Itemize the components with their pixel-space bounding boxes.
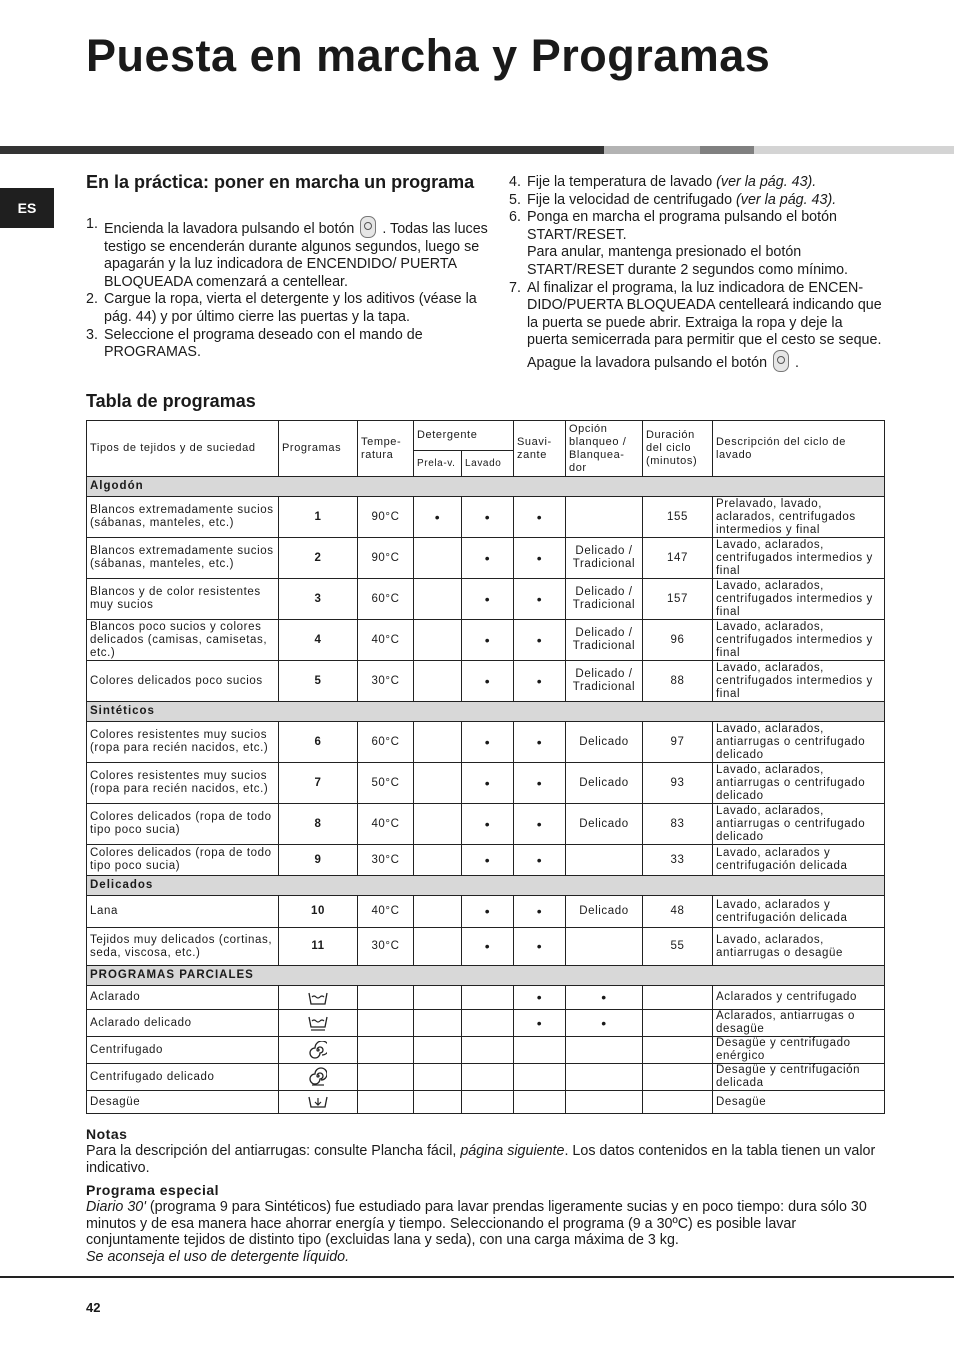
header-duracion: Duración del ciclo (minutos) (643, 421, 713, 477)
cell-suavizante (514, 1037, 566, 1064)
cell-suavizante: • (514, 804, 566, 845)
special-italic-end: Se aconseja el uso de detergente líquido. (86, 1248, 350, 1265)
cell-tipo: Desagüe (87, 1091, 279, 1114)
header-prelavado: Prela-v. (414, 451, 462, 477)
cell-prelavado (414, 1064, 462, 1091)
cell-tipo: Centrifugado (87, 1037, 279, 1064)
cell-tipo: Blancos extremadamente sucios (sábanas, manteles, etc.) (87, 538, 279, 579)
cell-suavizante: • (514, 579, 566, 620)
cell-duracion (643, 986, 713, 1010)
header-bar-dark (0, 146, 604, 154)
step-7 (509, 280, 885, 373)
cell-desc: Desagüe (713, 1091, 885, 1114)
header-temperatura: Tempe-ratura (358, 421, 414, 477)
cell-prelavado (414, 579, 462, 620)
cell-lavado: • (462, 661, 514, 702)
cell-desc: Aclarados, antiarrugas o desagüe (713, 1010, 885, 1037)
programs-table (86, 420, 885, 1114)
step-text: Encienda la lavadora pulsando el botón (104, 221, 355, 237)
cell-opcion: Delicado / Tradicional (566, 538, 643, 579)
cell-opcion: • (566, 1010, 643, 1037)
step-number: 1. (86, 216, 98, 232)
cell-programa: 10 (279, 896, 358, 928)
cell-lavado: • (462, 928, 514, 966)
cell-tipo: Colores resistentes muy sucios (ropa para recién nacidos, etc.) (87, 763, 279, 804)
notes-text-pre: Para la descripción del antiarrugas: consulte Plancha fácil, (86, 1143, 457, 1159)
steps-right (509, 174, 885, 373)
spin-delicate-icon (279, 1064, 358, 1091)
footer-rule (0, 1276, 954, 1278)
table-row (87, 845, 885, 876)
cell-tipo: Blancos extremadamente sucios (sábanas, manteles, etc.) (87, 497, 279, 538)
cell-suavizante: • (514, 1010, 566, 1037)
cell-programa: 4 (279, 620, 358, 661)
cell-lavado (462, 1064, 514, 1091)
cell-suavizante: • (514, 661, 566, 702)
section-row (87, 876, 885, 896)
cell-desc: Aclarados y centrifugado (713, 986, 885, 1010)
cell-desc: Lavado, aclarados y centrifugación delicada (713, 845, 885, 876)
step-text: Al finalizar el programa, la luz indicadora de ENCEN-DIDO/PUERTA BLOQUEADA centelleará indicando que la puerta se puede abrir. Extraiga la ropa y deje la puerta semicerrada para permitir que el cesto se seque. Apague la lavadora pulsando el botón (527, 279, 882, 371)
cell-duracion: 155 (643, 497, 713, 538)
cell-duracion: 157 (643, 579, 713, 620)
step-number: 6. (509, 209, 521, 226)
table-row (87, 722, 885, 763)
step-text: Cargue la ropa, vierta el detergente y los aditivos (véase la pág. 44) y por último cierre las puertas y la tapa. (104, 291, 477, 325)
cell-tipo: Colores resistentes muy sucios (ropa para recién nacidos, etc.) (87, 722, 279, 763)
special-heading: Programa especial (86, 1182, 220, 1198)
step-2 (86, 291, 488, 326)
cell-temp: 90°C (358, 497, 414, 538)
cell-programa: 9 (279, 845, 358, 876)
section-row (87, 477, 885, 497)
cell-opcion (566, 497, 643, 538)
cell-tipo: Centrifugado delicado (87, 1064, 279, 1091)
notes-text (86, 1143, 886, 1176)
cell-prelavado (414, 928, 462, 966)
cell-lavado: • (462, 579, 514, 620)
cell-lavado: • (462, 804, 514, 845)
step-text: . (795, 354, 800, 371)
cell-tipo: Tejidos muy delicados (cortinas, seda, viscosa, etc.) (87, 928, 279, 966)
rinse-delicate-icon (279, 1010, 358, 1037)
table-row (87, 579, 885, 620)
cell-programa: 11 (279, 928, 358, 966)
programs-table-body (87, 477, 885, 1114)
cell-opcion: Delicado / Tradicional (566, 620, 643, 661)
cell-opcion: Delicado (566, 804, 643, 845)
cell-suavizante: • (514, 845, 566, 876)
cell-opcion (566, 845, 643, 876)
cell-opcion (566, 1037, 643, 1064)
step-ref: (ver la pág. 43). (716, 174, 817, 190)
cell-temp: 60°C (358, 579, 414, 620)
cell-suavizante: • (514, 986, 566, 1010)
cell-temp: 90°C (358, 538, 414, 579)
section-name: Delicados (87, 876, 885, 896)
cell-prelavado (414, 986, 462, 1010)
table-heading: Tabla de programas (86, 391, 256, 411)
cell-duracion: 93 (643, 763, 713, 804)
cell-suavizante: • (514, 722, 566, 763)
step-text: Para anular, mantenga presionado el botón START/RESET durante 2 segundos como mínimo. (527, 244, 849, 278)
table-row (87, 1037, 885, 1064)
cell-lavado: • (462, 763, 514, 804)
step-3 (86, 327, 488, 362)
rinse-icon (279, 986, 358, 1010)
special-body: (programa 9 para Sintéticos) fue estudiado para lavar prendas ligeramente sucias y en poco tiempo: dura sólo 30 minutos y de esa manera hace ahorrar energía y tiempo. Seleccionando el programa (9 a 30ºC) es posible lavar conjuntamente tejidos de distinto tipo (excluidas lana y seda), con una carga máxima de 3 kg. (86, 1199, 867, 1248)
cell-prelavado (414, 1010, 462, 1037)
cell-duracion: 83 (643, 804, 713, 845)
header-bar-mid (700, 146, 754, 154)
cell-prelavado (414, 1091, 462, 1114)
cell-opcion: • (566, 986, 643, 1010)
header-bar-pale (754, 146, 954, 154)
notes-text-post: . Los datos contenidos en la tabla tienen un valor indicativo. (86, 1143, 876, 1176)
cell-opcion (566, 1064, 643, 1091)
step-6 (509, 209, 885, 279)
cell-lavado (462, 1010, 514, 1037)
table-row (87, 986, 885, 1010)
cell-desc: Lavado, aclarados, antiarrugas o centrifugado delicado (713, 763, 885, 804)
cell-programa: 6 (279, 722, 358, 763)
table-row (87, 896, 885, 928)
step-number: 5. (509, 191, 521, 208)
cell-programa: 2 (279, 538, 358, 579)
steps-left (86, 216, 488, 362)
cell-duracion: 48 (643, 896, 713, 928)
cell-prelavado: • (414, 497, 462, 538)
cell-desc: Lavado, aclarados, antiarrugas o desagüe (713, 928, 885, 966)
header-tipos: Tipos de tejidos y de suciedad (87, 421, 279, 477)
step-4 (509, 174, 885, 192)
cell-opcion: Delicado (566, 896, 643, 928)
step-text: Fije la temperatura de lavado (527, 174, 713, 190)
header-suavizante: Suavi-zante (514, 421, 566, 477)
cell-duracion (643, 1064, 713, 1091)
cell-tipo: Blancos y de color resistentes muy sucios (87, 579, 279, 620)
cell-suavizante: • (514, 763, 566, 804)
cell-duracion: 88 (643, 661, 713, 702)
step-number: 7. (509, 279, 521, 296)
cell-programa: 5 (279, 661, 358, 702)
cell-prelavado (414, 896, 462, 928)
notes-heading: Notas (86, 1126, 128, 1142)
language-tab: ES (0, 188, 54, 228)
step-number: 3. (86, 326, 98, 343)
cell-prelavado (414, 845, 462, 876)
special-text (86, 1199, 886, 1265)
cell-tipo: Aclarado delicado (87, 1010, 279, 1037)
cell-tipo: Aclarado (87, 986, 279, 1010)
cell-opcion (566, 928, 643, 966)
power-button-icon (773, 350, 789, 372)
cell-desc: Lavado, aclarados, antiarrugas o centrifugado delicado (713, 804, 885, 845)
cell-lavado: • (462, 620, 514, 661)
cell-programa: 8 (279, 804, 358, 845)
cell-programa: 7 (279, 763, 358, 804)
table-row (87, 620, 885, 661)
step-text: Ponga en marcha el programa pulsando el botón START/RESET. (527, 209, 837, 243)
table-row (87, 661, 885, 702)
cell-opcion: Delicado (566, 722, 643, 763)
cell-prelavado (414, 763, 462, 804)
cell-desc: Desagüe y centrifugación delicada (713, 1064, 885, 1091)
cell-tipo: Blancos poco sucios y colores delicados (camisas, camisetas, etc.) (87, 620, 279, 661)
section-row (87, 966, 885, 986)
page-title: Puesta en marcha y Programas (86, 30, 771, 81)
cell-opcion: Delicado / Tradicional (566, 661, 643, 702)
cell-duracion: 33 (643, 845, 713, 876)
cell-lavado: • (462, 497, 514, 538)
cell-temp (358, 1091, 414, 1114)
table-row (87, 1010, 885, 1037)
header-opcion: Opción blanqueo / Blanquea-dor (566, 421, 643, 477)
cell-suavizante: • (514, 620, 566, 661)
cell-duracion (643, 1037, 713, 1064)
table-row (87, 804, 885, 845)
cell-desc: Prelavado, lavado, aclarados, centrifugados intermedios y final (713, 497, 885, 538)
cell-temp: 30°C (358, 661, 414, 702)
step-ref: (ver la pág. 43). (736, 191, 837, 208)
cell-lavado: • (462, 896, 514, 928)
header-descripcion: Descripción del ciclo de lavado (713, 421, 885, 477)
cell-prelavado (414, 538, 462, 579)
notes-text-italic: página siguiente (460, 1143, 565, 1159)
cell-duracion: 97 (643, 722, 713, 763)
special-italic-start: Diario 30' (86, 1199, 146, 1215)
cell-duracion (643, 1091, 713, 1114)
cell-lavado (462, 1091, 514, 1114)
step-number: 2. (86, 291, 98, 308)
step-1 (86, 216, 488, 291)
table-row (87, 1064, 885, 1091)
cell-suavizante: • (514, 538, 566, 579)
cell-prelavado (414, 1037, 462, 1064)
cell-lavado: • (462, 845, 514, 876)
cell-programa: 3 (279, 579, 358, 620)
cell-duracion (643, 1010, 713, 1037)
table-row (87, 1091, 885, 1114)
table-row (87, 928, 885, 966)
cell-desc: Lavado, aclarados, centrifugados intermedios y final (713, 661, 885, 702)
header-lavado: Lavado (462, 451, 514, 477)
step-text: Seleccione el programa deseado con el mando de PROGRAMAS. (104, 326, 423, 361)
spin-icon (279, 1037, 358, 1064)
cell-temp: 50°C (358, 763, 414, 804)
step-number: 4. (509, 174, 521, 190)
step-text: Fije la velocidad de centrifugado (527, 191, 733, 208)
step-text: . Todas las luces testigo se encenderán durante algunos segundos, luego se apagarán y la luz indicadora de ENCENDIDO/ PUERTA BLOQUEADA comenzará a centellear. (104, 221, 488, 290)
cell-lavado: • (462, 538, 514, 579)
page-number: 42 (86, 1300, 101, 1315)
cell-prelavado (414, 661, 462, 702)
cell-temp (358, 1010, 414, 1037)
cell-desc: Lavado, aclarados y centrifugación delicada (713, 896, 885, 928)
cell-temp: 40°C (358, 896, 414, 928)
cell-opcion (566, 1091, 643, 1114)
power-button-icon (360, 216, 376, 238)
cell-duracion: 96 (643, 620, 713, 661)
section-name: Algodón (87, 477, 885, 497)
section-name: Sintéticos (87, 702, 885, 722)
cell-programa: 1 (279, 497, 358, 538)
cell-duracion: 55 (643, 928, 713, 966)
cell-temp (358, 1064, 414, 1091)
cell-duracion: 147 (643, 538, 713, 579)
section-name: PROGRAMAS PARCIALES (87, 966, 885, 986)
cell-desc: Lavado, aclarados, antiarrugas o centrifugado delicado (713, 722, 885, 763)
cell-suavizante (514, 1064, 566, 1091)
cell-temp: 40°C (358, 620, 414, 661)
cell-desc: Lavado, aclarados, centrifugados intermedios y final (713, 538, 885, 579)
section-row (87, 702, 885, 722)
cell-lavado (462, 1037, 514, 1064)
cell-prelavado (414, 722, 462, 763)
cell-suavizante (514, 1091, 566, 1114)
cell-temp: 40°C (358, 804, 414, 845)
cell-suavizante: • (514, 896, 566, 928)
cell-desc: Lavado, aclarados, centrifugados intermedios y final (713, 579, 885, 620)
cell-temp: 30°C (358, 928, 414, 966)
cell-tipo: Colores delicados (ropa de todo tipo poco sucia) (87, 845, 279, 876)
cell-desc: Desagüe y centrifugado enérgico (713, 1037, 885, 1064)
cell-desc: Lavado, aclarados, centrifugados intermedios y final (713, 620, 885, 661)
cell-prelavado (414, 620, 462, 661)
header-detergente: Detergente (414, 421, 514, 451)
table-row (87, 497, 885, 538)
cell-prelavado (414, 804, 462, 845)
cell-opcion: Delicado (566, 763, 643, 804)
cell-tipo: Lana (87, 896, 279, 928)
cell-temp (358, 986, 414, 1010)
cell-suavizante: • (514, 928, 566, 966)
header-programas: Programas (279, 421, 358, 477)
cell-lavado (462, 986, 514, 1010)
step-5 (509, 192, 885, 210)
cell-temp: 60°C (358, 722, 414, 763)
cell-opcion: Delicado / Tradicional (566, 579, 643, 620)
cell-tipo: Colores delicados (ropa de todo tipo poco sucia) (87, 804, 279, 845)
cell-lavado: • (462, 722, 514, 763)
cell-temp (358, 1037, 414, 1064)
table-row (87, 763, 885, 804)
drain-icon (279, 1091, 358, 1114)
practice-heading: En la práctica: poner en marcha un programa (86, 172, 475, 192)
cell-tipo: Colores delicados poco sucios (87, 661, 279, 702)
cell-suavizante: • (514, 497, 566, 538)
header-bar-light (604, 146, 700, 154)
cell-temp: 30°C (358, 845, 414, 876)
table-row (87, 538, 885, 579)
